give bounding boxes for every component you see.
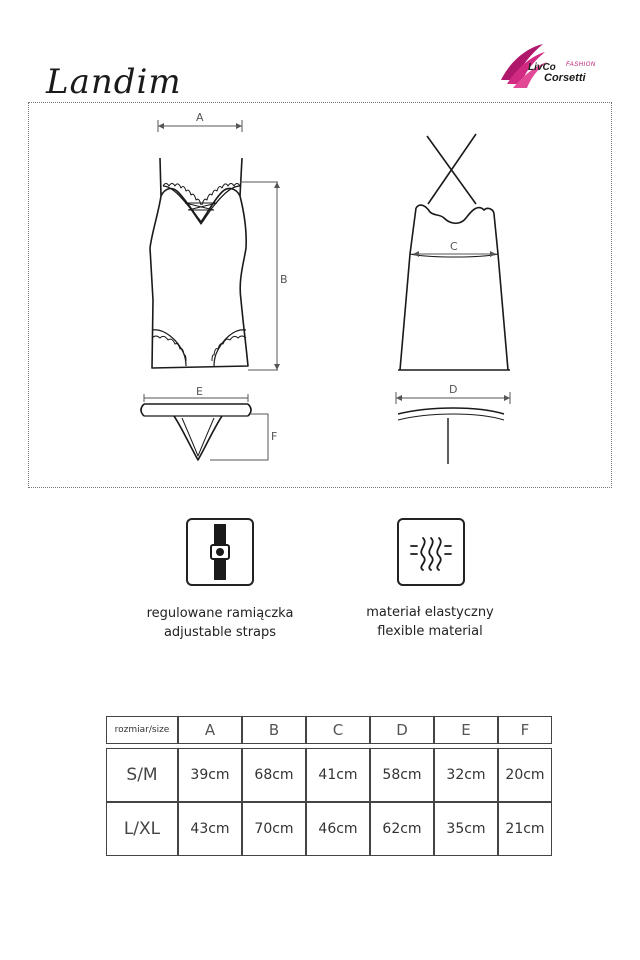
feature-label-english: flexible material [377, 624, 483, 639]
size-column-header: E [434, 716, 498, 744]
measurement-cell: 21cm [498, 802, 552, 856]
measurement-cell: 68cm [242, 748, 306, 802]
size-chart-table [106, 716, 552, 856]
flexible-material-icon [399, 520, 463, 584]
feature-label-english: adjustable straps [163, 625, 277, 640]
brand-title: Landim [46, 62, 182, 102]
measurement-cell: 62cm [370, 802, 434, 856]
logo-text-livco: LivCo [528, 62, 556, 73]
dim-label-a: A [196, 111, 204, 124]
size-table-row [106, 802, 552, 856]
size-column-header: A [178, 716, 242, 744]
chemise-front-outline [150, 158, 248, 368]
adjustable-straps-icon-box [186, 518, 254, 586]
size-table-corner-label: rozmiar/size [106, 716, 178, 744]
logo-text-corsetti: Corsetti [544, 72, 586, 84]
measurement-cell: 32cm [434, 748, 498, 802]
size-table-row [106, 748, 552, 802]
feature-label-polish: materiał elastyczny [366, 605, 494, 620]
measurement-cell: 46cm [306, 802, 370, 856]
measurement-cell: 41cm [306, 748, 370, 802]
measurement-cell: 43cm [178, 802, 242, 856]
dim-label-e: E [196, 385, 203, 398]
dim-label-f: F [271, 430, 278, 443]
dim-label-b: B [280, 273, 288, 286]
measurement-cell: 70cm [242, 802, 306, 856]
size-column-header: C [306, 716, 370, 744]
size-column-header: F [498, 716, 552, 744]
size-label: S/M [106, 748, 178, 802]
dim-label-d: D [449, 383, 458, 396]
size-column-header: D [370, 716, 434, 744]
measurement-cell: 20cm [498, 748, 552, 802]
feature-flexible-material [320, 603, 540, 641]
flexible-material-icon-box [397, 518, 465, 586]
size-column-header: B [242, 716, 306, 744]
dim-label-c: C [450, 240, 458, 253]
measurement-cell: 58cm [370, 748, 434, 802]
size-label: L/XL [106, 802, 178, 856]
logo-text-fashion: FASHION [566, 62, 596, 68]
feature-label-polish: regulowane ramiączka [146, 606, 294, 621]
adjustable-strap-icon [188, 520, 252, 584]
measurement-cell: 35cm [434, 802, 498, 856]
feature-adjustable-straps [110, 604, 330, 642]
size-table-header-row [106, 716, 552, 744]
g-string-front-outline [141, 404, 251, 460]
measurement-cell: 39cm [178, 748, 242, 802]
g-string-back-outline [398, 408, 504, 464]
